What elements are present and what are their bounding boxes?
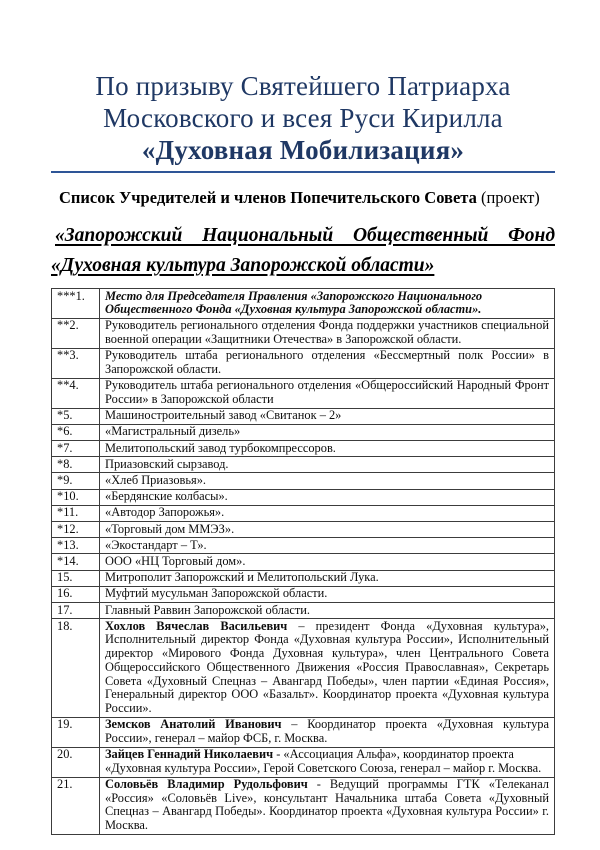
row-number: *5.	[52, 408, 100, 424]
row-person-name: Соловьёв Владимир Рудольфович	[105, 777, 308, 791]
table-row	[52, 538, 555, 554]
row-text	[100, 717, 555, 747]
row-description: «Экостандарт – Т».	[105, 537, 207, 552]
row-description: Руководитель штаба регионального отделения «Бессмертный полк России» в Запорожской области.	[105, 348, 549, 377]
row-person-name: Хохлов Вячеслав Васильевич	[105, 618, 288, 633]
table-row	[52, 603, 555, 619]
row-description: Руководитель штаба регионального отделения «Общероссийский Народный Фронт России» в Запорожской области	[105, 378, 549, 406]
row-description: «Торговый дом ММЭЗ».	[105, 521, 235, 536]
row-text	[100, 289, 555, 319]
row-number: **4.	[52, 378, 100, 408]
row-person-name: Земсков Анатолий Иванович	[105, 717, 282, 732]
row-text	[100, 570, 555, 586]
row-number: ***1.	[52, 289, 100, 319]
table-row	[52, 441, 555, 457]
row-person-name: Зайцев Геннадий Николаевич	[105, 747, 274, 762]
founders-table-body	[52, 289, 555, 835]
row-text	[100, 505, 555, 521]
fund-heading-line-1: «Запорожский Национальный Общественный Фонд	[55, 225, 555, 246]
row-text	[100, 489, 555, 505]
row-description: «Бердянские колбасы».	[105, 489, 228, 504]
row-description: «Хлеб Приазовья».	[105, 472, 207, 487]
table-row	[52, 408, 555, 424]
row-text	[100, 522, 555, 538]
row-description: «Автодор Запорожья».	[105, 505, 225, 520]
table-row	[52, 318, 555, 348]
row-text	[100, 747, 555, 777]
row-text	[100, 538, 555, 554]
row-description: «Магистральный дизель»	[105, 424, 241, 439]
fund-heading	[51, 221, 555, 281]
row-description: Муфтий мусульман Запорожской области.	[105, 586, 328, 601]
row-description: – Координатор проекта «Духовная культура России», генерал – майор ФСБ, г. Москва.	[105, 717, 549, 745]
row-number: **3.	[52, 348, 100, 378]
document-title	[51, 70, 555, 166]
subtitle-text: Список Учредителей и членов Попечительского Совета	[59, 188, 477, 207]
row-number: **2.	[52, 318, 100, 348]
row-number: 19.	[52, 717, 100, 747]
row-description: - «Ассоциация Альфа», координатор проекта «Духовная культура России», Герой Советского Союза, генерал – майор г. Москва.	[105, 747, 542, 775]
title-line-1: По призыву Святейшего Патриарха	[95, 71, 511, 101]
table-row	[52, 554, 555, 570]
row-text	[100, 318, 555, 348]
subtitle	[59, 188, 555, 208]
table-row	[52, 522, 555, 538]
row-description: Место для Председателя Правления «Запорожского Национального Общественного Фонда «Духовная культура Запорожской области».	[105, 288, 483, 317]
row-text	[100, 441, 555, 457]
table-row	[52, 378, 555, 408]
table-row	[52, 424, 555, 440]
table-row	[52, 619, 555, 717]
row-text	[100, 457, 555, 473]
table-row	[52, 717, 555, 747]
row-text	[100, 586, 555, 602]
row-number: *11.	[52, 505, 100, 521]
row-description: Митрополит Запорожский и Мелитопольский Лука.	[105, 570, 379, 585]
row-number: 21.	[52, 777, 100, 834]
fund-heading-line-2: «Духовная культура Запорожской области»	[51, 255, 435, 276]
row-description: - Ведущий программы ГТК «Телеканал «Россия» «Соловьёв Live», консультант Начальника штаба Совета «Духовный Спецназ – Авангард Победы». Координатор проекта «Духовная культура России» г. Москва.	[105, 777, 549, 833]
table-row	[52, 457, 555, 473]
row-text	[100, 473, 555, 489]
row-description: Машиностроительный завод «Свитанок – 2»	[105, 408, 342, 423]
row-number: 15.	[52, 570, 100, 586]
table-row	[52, 473, 555, 489]
table-row	[52, 570, 555, 586]
row-description: ООО «НЦ Торговый дом».	[105, 553, 246, 568]
table-row	[52, 489, 555, 505]
row-number: *9.	[52, 473, 100, 489]
row-text	[100, 378, 555, 408]
row-text	[100, 348, 555, 378]
row-number: 16.	[52, 586, 100, 602]
row-number: 17.	[52, 603, 100, 619]
row-text	[100, 603, 555, 619]
row-description: – президент Фонда «Духовная культура», Исполнительный директор Фонда «Духовная культура России», Исполнительный директор «Мирового Фонда Духовная культура», член Центрального Совета Общероссийского Общественного Движения «Россия Православная», Секретарь Совета «Духовный Спецназ – Авангард Победы», член партии «Единая Россия», Генеральный директор ООО «Базальт». Координатор проекта «Духовная культура России».	[105, 618, 549, 715]
row-text	[100, 554, 555, 570]
row-number: 20.	[52, 747, 100, 777]
row-number: *10.	[52, 489, 100, 505]
table-row	[52, 777, 555, 834]
row-number: *13.	[52, 538, 100, 554]
table-row	[52, 747, 555, 777]
title-line-3: «Духовная Мобилизация»	[141, 135, 465, 165]
table-row	[52, 505, 555, 521]
row-description: Приазовский сырзавод.	[105, 456, 229, 471]
row-description: Мелитопольский завод турбокомпрессоров.	[105, 440, 336, 455]
row-number: *12.	[52, 522, 100, 538]
founders-table	[51, 288, 555, 835]
table-row	[52, 289, 555, 319]
row-text	[100, 424, 555, 440]
row-description: Руководитель регионального отделения Фонда поддержки участников специальной военной операции «Защитники Отечества» в Запорожской области.	[105, 318, 549, 347]
row-number: 18.	[52, 619, 100, 717]
table-row	[52, 348, 555, 378]
row-text	[100, 777, 555, 834]
row-text	[100, 408, 555, 424]
row-text	[100, 619, 555, 717]
row-number: *8.	[52, 457, 100, 473]
table-row	[52, 586, 555, 602]
row-number: *7.	[52, 441, 100, 457]
row-description: Главный Раввин Запорожской области.	[105, 602, 311, 617]
row-number: *6.	[52, 424, 100, 440]
title-line-2: Московского и всея Руси Кирилла	[103, 103, 503, 133]
subtitle-note: (проект)	[476, 188, 540, 207]
row-number: *14.	[52, 554, 100, 570]
title-divider-line	[51, 171, 555, 173]
